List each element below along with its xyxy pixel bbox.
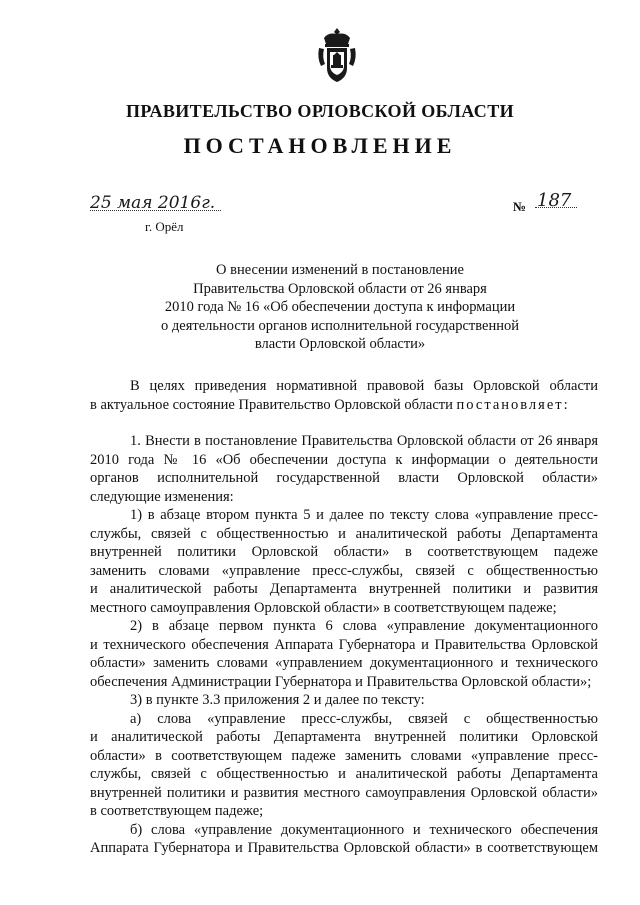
document-number: 187: [537, 190, 572, 211]
document-type: ПОСТАНОВЛЕНИЕ: [183, 133, 457, 158]
document-body: [90, 377, 598, 858]
body-line: обеспечения Администрации Губернатора и Правительства Орловской области»;: [90, 673, 592, 690]
body-line: 2010 года № 16 «Об обеспечении доступа к информации о деятельности: [90, 451, 598, 468]
body-line: 1) в абзаце втором пункта 5 и далее по тексту слова «управление пресс-: [130, 507, 598, 523]
document-title: [120, 261, 560, 354]
body-line: внутренней политики Орловской области» в соответствующем падеже: [90, 544, 598, 560]
body-line: и аналитической работы Департамента внутренней политики Орловской: [90, 729, 598, 745]
organization-name: ПРАВИТЕЛЬСТВО ОРЛОВСКОЙ ОБЛАСТИ: [125, 101, 515, 121]
body-line: службы, связей с общественностью и аналитической работы Департамента: [90, 766, 598, 782]
title-line: О внесении изменений в постановление: [216, 262, 464, 278]
body-line: службы, связей с общественностью и аналитической работы Департамента: [90, 525, 598, 542]
intro-line: [90, 396, 598, 415]
body-line: органов исполнительной государственной власти Орловской области»: [90, 470, 598, 486]
body-line: области» в соответствующем падеже заменить словами «управление пресс-: [90, 747, 598, 764]
body-line: 3) в пункте 3.3 приложения 2 и далее по тексту:: [130, 692, 425, 708]
body-line: 2) в абзаце первом пункта 6 слова «управление документационного: [130, 618, 598, 634]
body-line: следующие изменения:: [90, 488, 234, 505]
title-line: 2010 года № 16 «Об обеспечении доступа к информации: [164, 299, 516, 315]
signing-date: 25 мая 2016г.: [90, 193, 216, 213]
body-line: 1. Внести в постановление Правительства Орловской области от 26 января: [130, 433, 598, 449]
title-line: власти Орловской области»: [254, 336, 426, 352]
intro-line: [90, 377, 598, 396]
resolution-keyword: постановляет:: [456, 396, 570, 413]
body-line: и аналитической работы Департамента внутренней политики и развития: [90, 581, 598, 597]
intro-text: в актуальное состояние Правительство Орловской области: [90, 396, 457, 413]
title-line: Правительства Орловской области от 26 января: [193, 280, 487, 297]
signing-city: г. Орёл: [145, 219, 184, 234]
body-line: местного самоуправления Орловской области» в соответствующем падеже;: [90, 599, 557, 616]
body-line: в соответствующем падеже;: [90, 803, 264, 819]
body-line: а) слова «управление пресс-службы, связей с общественностью: [130, 710, 598, 727]
body-line: и технического обеспечения Аппарата Губернатора и Правительства Орловской: [90, 636, 598, 653]
intro-text: В целях приведения нормативной правовой базы Орловской области: [130, 378, 598, 394]
body-line: внутренней политики и развития местного самоуправления Орловской области»: [90, 784, 598, 801]
coat-of-arms-emblem: [316, 26, 358, 86]
body-line: Аппарата Губернатора и Правительства Орловской области» в соответствующем: [90, 840, 598, 856]
body-line: области» заменить словами «управлением документационного и технического: [90, 655, 598, 671]
title-line: о деятельности органов исполнительной государственной: [161, 317, 519, 334]
body-line: заменить словами «управление пресс-службы, связей с общественностью: [90, 562, 598, 579]
body-line: б) слова «управление документационного и технического обеспечения: [130, 821, 598, 838]
body-paragraphs: [90, 432, 598, 858]
number-label: №: [513, 199, 527, 214]
